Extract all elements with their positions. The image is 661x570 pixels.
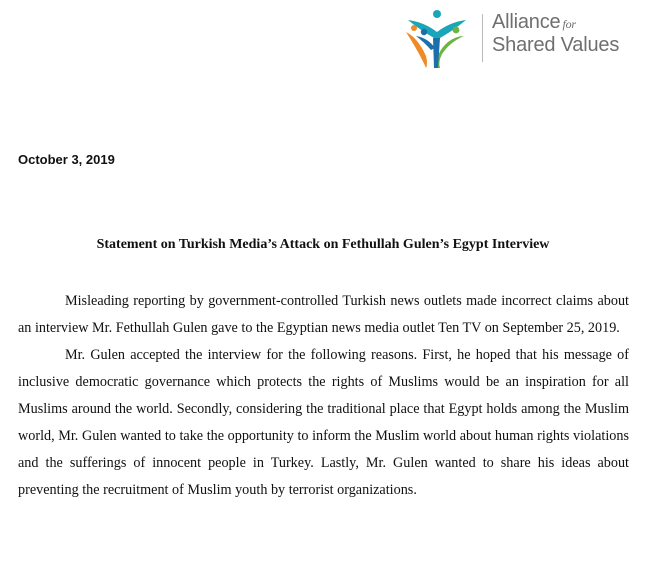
document-body [18,288,629,504]
organization-logo [404,8,636,70]
document-title: Statement on Turkish Media’s Attack on Fethullah Gulen’s Egypt Interview [96,237,550,252]
people-emblem-icon [404,8,470,70]
document-date: October 3, 2019 [18,152,115,167]
paragraph: Misleading reporting by government-controlled Turkish news outlets made incorrect claims about an interview Mr. Fethullah Gulen gave to the Egyptian news media outlet Ten TV on September 25, 2019. [18,293,629,336]
logo-divider [482,14,483,62]
logo-word-shared-values: Shared Values [492,34,620,56]
logo-word-alliance: Alliance [492,11,561,33]
logo-wordmark [492,12,619,55]
logo-word-for: for [562,17,576,31]
paragraph: Mr. Gulen accepted the interview for the following reasons. First, he hoped that his message of inclusive democratic governance which protects the rights of Muslims would be an inspiration for all Muslims around the world. Secondly, considering the traditional place that Egypt holds among the Muslim world, Mr. Gulen wanted to take the opportunity to inform the Muslim world about human rights violations and the sufferings of innocent people in Turkey. Lastly, Mr. Gulen wanted to share his ideas about preventing the recruitment of Muslim youth by terrorist organizations. [18,347,629,498]
